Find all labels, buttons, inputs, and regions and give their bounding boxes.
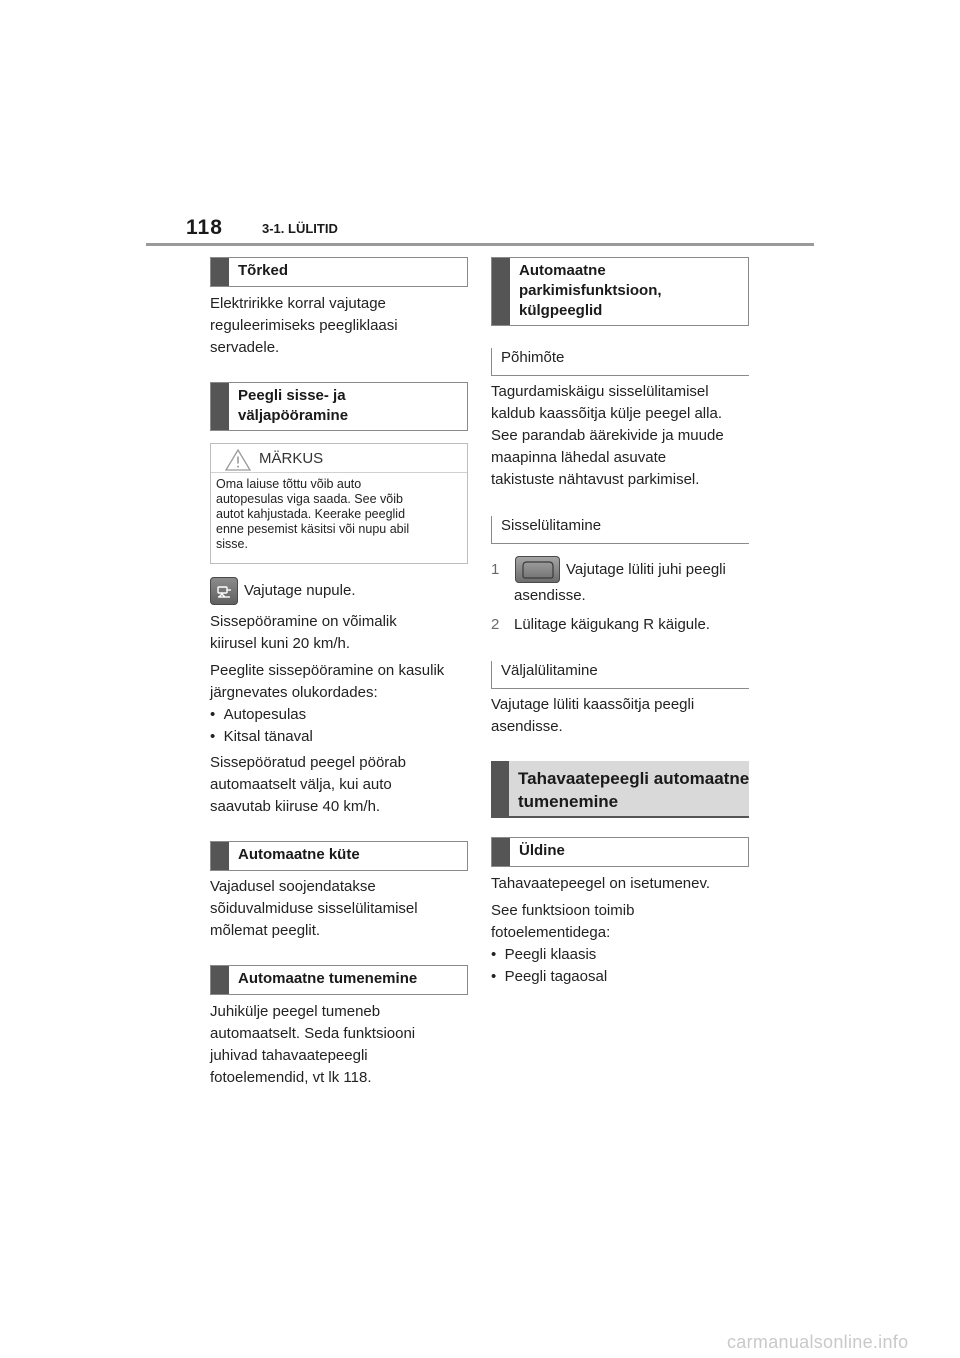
list-item: • Peegli tagaosal — [491, 968, 608, 985]
watermark-link[interactable]: carmanualsonline.info — [727, 1332, 909, 1352]
chapter-title: 3-1. LÜLITID — [262, 221, 338, 236]
note-line: enne pesemist käsitsi või nupu abil — [216, 522, 410, 536]
text-line: reguleerimiseks peegliklaasi — [210, 317, 398, 334]
mirror-fold-button-icon — [210, 577, 238, 605]
note-box — [210, 443, 468, 564]
bullet-text: Peegli tagaosal — [504, 968, 608, 985]
step1-text: Vajutage lüliti juhi peegli — [566, 561, 726, 578]
note-header — [211, 444, 467, 473]
subheading-off: Väljalülitamine — [491, 661, 749, 689]
step-number: 1 — [491, 561, 500, 578]
note-line: sisse. — [216, 537, 248, 551]
text-line: Sissepööratud peegel pöörab — [210, 754, 406, 771]
text-line: maapinna lähedal asuvate — [491, 449, 667, 466]
text-line: Peeglite sissepööramine on kasulik — [210, 662, 445, 679]
text-line: järgnevates olukordades: — [210, 684, 378, 701]
heading-general — [491, 837, 749, 867]
button-instruction: Vajutage nupule. — [244, 582, 356, 599]
bullet-text: Kitsal tänaval — [223, 728, 313, 745]
text-line: See parandab äärekivide ja muude — [491, 427, 724, 444]
text-line: mõlemat peeglit. — [210, 922, 321, 939]
subheading-principle: Põhimõte — [491, 348, 749, 376]
bullet-text: Peegli klaasis — [504, 946, 597, 963]
heading-parking — [491, 257, 749, 326]
note-title: MÄRKUS — [259, 450, 324, 467]
paragraph-function — [491, 900, 753, 988]
text-line: takistuste nähtavust parkimisel. — [491, 471, 700, 488]
note-body — [211, 473, 467, 552]
heading-fold-line: väljapööramine — [238, 407, 349, 424]
heading-rearview — [491, 761, 749, 818]
heading-rearview-line: Tahavaatepeegli automaatne — [518, 769, 750, 788]
mirror-switch-icon — [515, 556, 560, 583]
subheading-on: Sisselülitamine — [491, 516, 749, 544]
paragraph-principle — [491, 381, 753, 491]
paragraph-dimming — [210, 1001, 470, 1089]
paragraph-torked — [210, 293, 470, 359]
text-line: Juhikülje peegel tumeneb — [210, 1003, 381, 1020]
step1-text-cont: asendisse. — [514, 587, 586, 604]
step2-text: Lülitage käigukang R käigule. — [514, 616, 710, 633]
text-line: servadele. — [210, 339, 280, 356]
text-line: automaatselt. Seda funktsiooni — [210, 1025, 416, 1042]
heading-dimming — [210, 965, 468, 995]
list-item: • Autopesulas — [210, 706, 307, 723]
text-line: automaatselt välja, kui auto — [210, 776, 392, 793]
step-number: 2 — [491, 616, 500, 633]
text-line: juhivad tahavaatepeegli — [210, 1047, 368, 1064]
heading-parking-line: külgpeeglid — [519, 302, 603, 319]
text-line: Vajadusel soojendatakse — [210, 878, 376, 895]
text-line: fotoelemendid, vt lk 118. — [210, 1069, 372, 1086]
text-line: See funktsioon toimib — [491, 902, 635, 919]
text-line: Sissepööramine on võimalik — [210, 613, 397, 630]
heading-heating — [210, 841, 468, 871]
heading-fold-line: Peegli sisse- ja — [238, 387, 346, 404]
heading-heating-label: Automaatne küte — [238, 846, 360, 863]
bullet-text: Autopesulas — [223, 706, 307, 723]
paragraph-speed — [210, 611, 470, 655]
paragraph-heating — [210, 876, 470, 942]
paragraph-off — [491, 694, 753, 738]
text-line: sõiduvalmiduse sisselülitamisel — [210, 900, 418, 917]
list-item: • Kitsal tänaval — [210, 728, 313, 745]
text-line: kaldub kaassõitja külje peegel alla. — [491, 405, 722, 422]
heading-dimming-label: Automaatne tumenemine — [238, 970, 418, 987]
paragraph-auto-out — [210, 752, 470, 818]
page-number: 118 — [186, 216, 223, 239]
paragraph-useful — [210, 660, 470, 748]
header-rule — [146, 243, 814, 246]
note-line: autot kahjustada. Keerake peeglid — [216, 507, 406, 521]
paragraph-general: Tahavaatepeegel on isetumenev. — [491, 875, 711, 892]
text-line: fotoelementidega: — [491, 924, 611, 941]
heading-rearview-line: tumenemine — [518, 792, 619, 811]
heading-general-label: Üldine — [519, 842, 565, 859]
list-item: • Peegli klaasis — [491, 946, 597, 963]
heading-parking-line: parkimisfunktsioon, — [519, 282, 662, 299]
heading-torked — [210, 257, 468, 287]
text-line: asendisse. — [491, 718, 563, 735]
text-line: saavutab kiiruse 40 km/h. — [210, 798, 381, 815]
heading-fold — [210, 382, 468, 431]
heading-parking-line: Automaatne — [519, 262, 606, 279]
heading-torked-label: Tõrked — [238, 262, 289, 279]
text-line: Tagurdamiskäigu sisselülitamisel — [491, 383, 709, 400]
note-line: autopesulas viga saada. See võib — [216, 492, 403, 506]
text-line: kiirusel kuni 20 km/h. — [210, 635, 351, 652]
text-line: Elektririkke korral vajutage — [210, 295, 386, 312]
text-line: Vajutage lüliti kaassõitja peegli — [491, 696, 695, 713]
warning-icon — [225, 449, 251, 471]
note-line: Oma laiuse tõttu võib auto — [216, 477, 362, 491]
